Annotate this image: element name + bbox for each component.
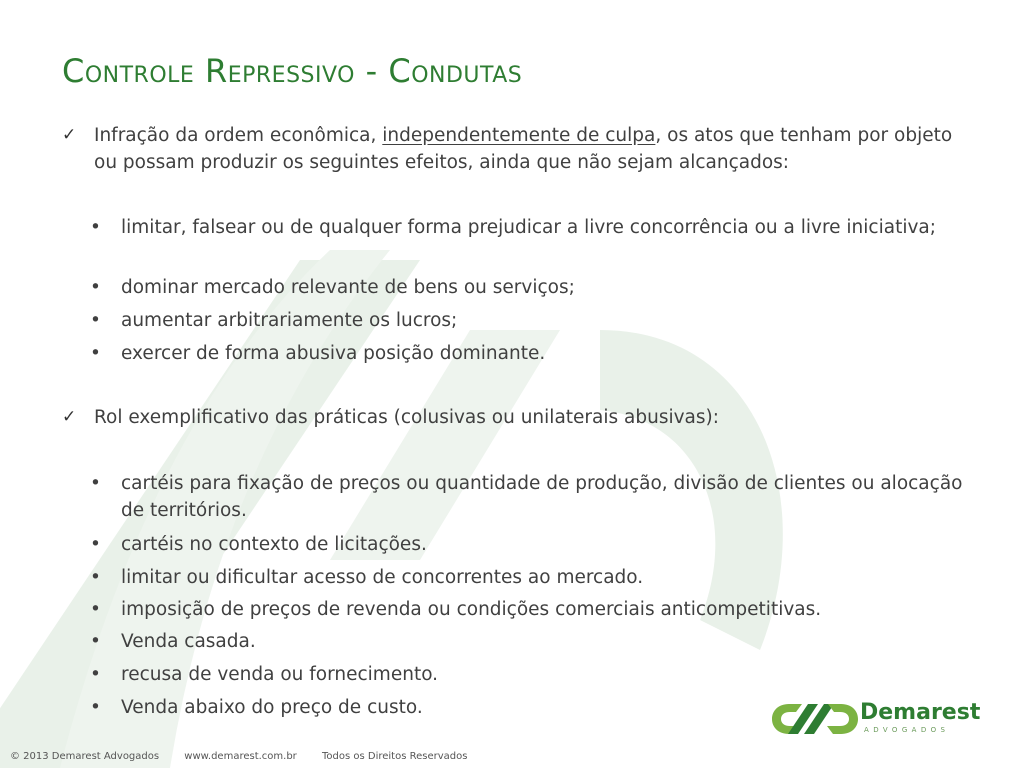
check-item-infracao xyxy=(62,122,974,176)
list-item-text: recusa de venda ou fornecimento. xyxy=(121,664,439,685)
list-item-text: imposição de preços de revenda ou condições comerciais anticompetitivas. xyxy=(121,599,822,620)
bullet-icon: • xyxy=(90,310,101,331)
list-item xyxy=(90,470,971,524)
list-item-text: Venda casada. xyxy=(121,631,256,652)
list-item-text: cartéis no contexto de licitações. xyxy=(121,534,427,555)
list-item xyxy=(90,274,971,301)
list-item xyxy=(90,340,971,367)
check-item-rol xyxy=(62,404,974,431)
list-item xyxy=(90,531,971,558)
bullet-icon: • xyxy=(90,664,101,685)
list-item xyxy=(90,307,971,334)
bullet-icon: • xyxy=(90,473,101,494)
checkmark-icon: ✓ xyxy=(62,407,77,427)
list-item xyxy=(90,661,971,688)
bullet-icon: • xyxy=(90,277,101,298)
footer-website: www.demarest.com.br xyxy=(184,751,297,762)
list-item xyxy=(90,628,971,655)
logo-subtitle: ADVOGADOS xyxy=(864,726,950,734)
list-item xyxy=(90,596,971,623)
demarest-logo-icon xyxy=(772,702,858,736)
footer xyxy=(10,751,489,762)
list-item-text: dominar mercado relevante de bens ou serviços; xyxy=(121,277,575,298)
logo-name: Demarest xyxy=(860,700,981,725)
bullet-icon: • xyxy=(90,631,101,652)
rol-intro-text: Rol exemplificativo das práticas (colusivas ou unilaterais abusivas): xyxy=(94,407,719,428)
bullet-icon: • xyxy=(90,697,101,718)
bullet-icon: • xyxy=(90,599,101,620)
list-item-text: cartéis para fixação de preços ou quantidade de produção, divisão de clientes ou alocação de territórios. xyxy=(121,473,963,521)
list-item-text: limitar, falsear ou de qualquer forma prejudicar a livre concorrência ou a livre iniciativa; xyxy=(121,217,936,238)
demarest-logo xyxy=(772,700,981,740)
intro-text-underlined: independentemente de culpa xyxy=(382,125,656,146)
bullet-icon: • xyxy=(90,567,101,588)
intro-text-before: Infração da ordem econômica, xyxy=(94,125,383,146)
list-item xyxy=(90,564,971,591)
list-item xyxy=(90,214,971,241)
list-item-text: limitar ou dificultar acesso de concorrentes ao mercado. xyxy=(121,567,644,588)
bullet-icon: • xyxy=(90,217,101,238)
list-item-text: Venda abaixo do preço de custo. xyxy=(121,697,423,718)
slide-title: Controle Repressivo - Condutas xyxy=(62,52,523,90)
bullet-icon: • xyxy=(90,343,101,364)
footer-copyright: © 2013 Demarest Advogados xyxy=(10,751,160,762)
footer-rights: Todos os Direitos Reservados xyxy=(321,751,468,762)
intro-text-after: , os atos que tenham por objeto ou possam produzir os seguintes efeitos, ainda que não sejam alcançados: xyxy=(94,125,953,173)
list-item-text: exercer de forma abusiva posição dominante. xyxy=(121,343,546,364)
bullet-icon: • xyxy=(90,534,101,555)
checkmark-icon: ✓ xyxy=(62,125,77,145)
list-item-text: aumentar arbitrariamente os lucros; xyxy=(121,310,458,331)
